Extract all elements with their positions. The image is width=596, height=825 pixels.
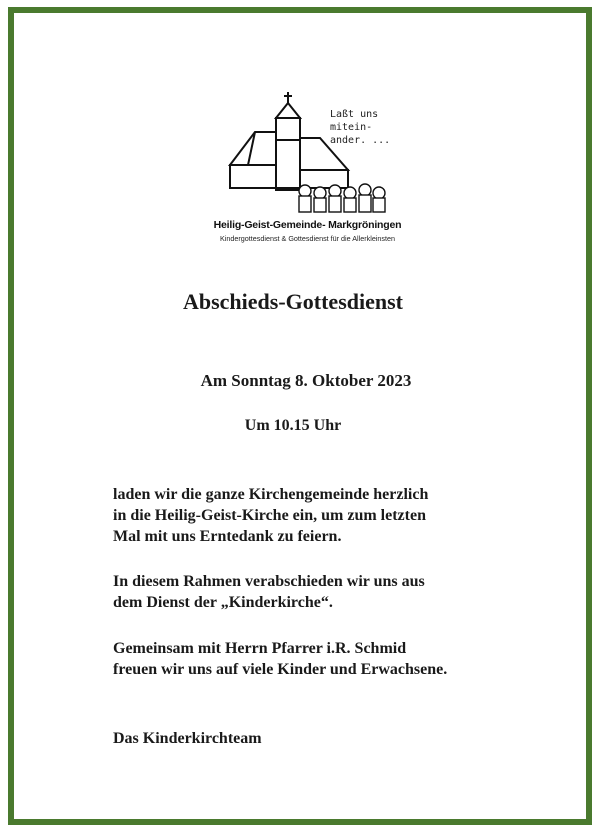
date-line: Am Sonntag 8. Oktober 2023 [200,371,412,390]
motto-line: Laßt uns [330,109,379,120]
text-line: dem Dienst der „Kinderkirche“. [113,594,333,611]
signature-text: Das Kinderkirchteam [113,730,262,747]
text-line: Mal mit uns Erntedank zu feiern. [113,528,342,545]
text-line: laden wir die ganze Kirchengemeinde herzlich [113,486,429,503]
logo-title: Heilig-Geist-Gemeinde- Markgröningen [213,219,402,231]
motto-line: ander. ... [330,135,391,146]
page-title: Abschieds-Gottesdienst [182,289,403,314]
signature [113,728,262,749]
motto-line: mitein- [330,122,373,133]
time-line: Um 10.15 Uhr [244,417,342,434]
paragraph-invitation [113,484,428,547]
church-logo [200,90,420,250]
paragraph-together [113,638,447,680]
text-line: Gemeinsam mit Herrn Pfarrer i.R. Schmid [113,640,407,657]
logo-subtitle: Kindergottesdienst & Gottesdienst für die Allerkleinsten [220,234,395,243]
text-line: in die Heilig-Geist-Kirche ein, um zum letzten [113,507,426,524]
handwritten-motto [330,108,390,147]
paragraph-farewell [113,571,425,613]
text-line: In diesem Rahmen verabschieden wir uns aus [113,573,425,590]
text-line: freuen wir uns auf viele Kinder und Erwachsene. [113,661,448,678]
